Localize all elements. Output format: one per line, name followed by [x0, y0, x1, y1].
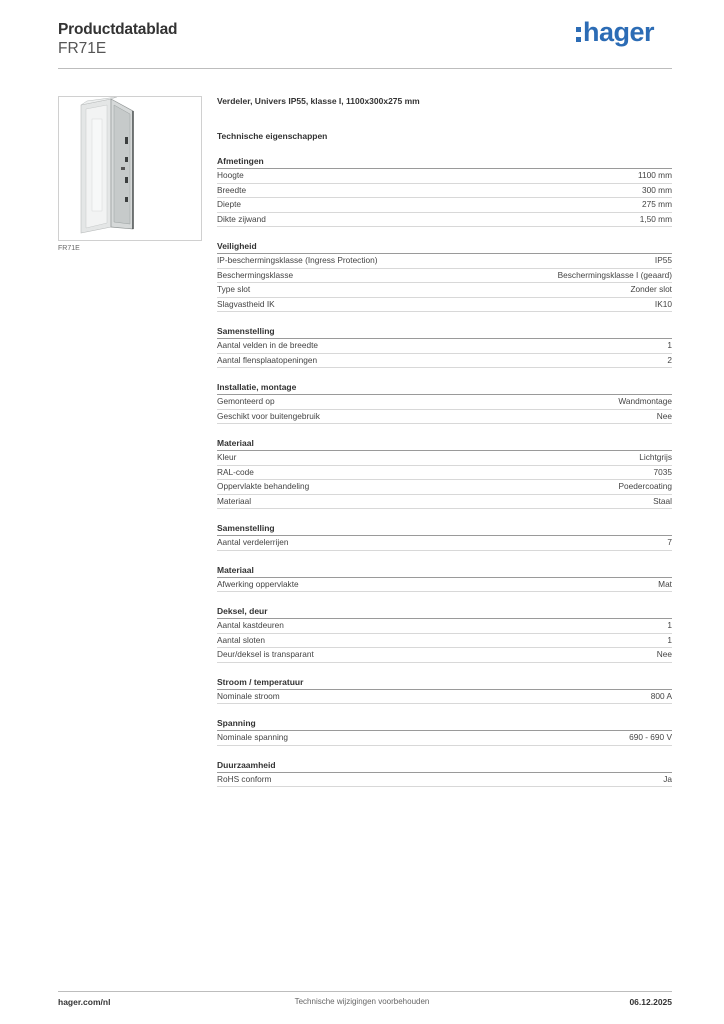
- spec-row: [217, 648, 672, 663]
- spec-section-title: Materiaal: [217, 565, 672, 578]
- spec-label: Aantal verdelerrijen: [217, 537, 289, 547]
- spec-section-title: Afmetingen: [217, 156, 672, 169]
- spec-value: Mat: [658, 578, 672, 589]
- spec-label: Beschermingsklasse: [217, 269, 294, 280]
- spec-row: [217, 254, 672, 269]
- spec-value: Nee: [656, 649, 672, 659]
- spec-section: [217, 760, 672, 788]
- spec-section: [217, 326, 672, 368]
- spec-row: [217, 410, 672, 425]
- spec-row: [217, 731, 672, 746]
- spec-section-title: Spanning: [217, 718, 672, 731]
- spec-section-title: Stroom / temperatuur: [217, 677, 672, 690]
- spec-label: Kleur: [217, 452, 237, 462]
- spec-section: [217, 382, 672, 424]
- spec-section-title: Samenstelling: [217, 523, 672, 536]
- image-caption: FR71E: [58, 245, 80, 252]
- spec-label: Breedte: [217, 184, 247, 195]
- product-code: FR71E: [58, 40, 107, 57]
- spec-value: 800 A: [650, 690, 672, 701]
- spec-value: 275 mm: [642, 199, 672, 209]
- spec-value: 7035: [653, 466, 672, 477]
- spec-section: [217, 438, 672, 509]
- spec-value: 300 mm: [642, 184, 672, 195]
- spec-value: IP55: [654, 255, 672, 265]
- logo-colon-mark: [576, 27, 581, 42]
- spec-row: [217, 354, 672, 369]
- spec-value: IK10: [654, 298, 672, 309]
- spec-row: [217, 339, 672, 354]
- hager-logo: [576, 14, 654, 50]
- spec-section-title: Veiligheid: [217, 241, 672, 254]
- spec-value: Lichtgrijs: [639, 452, 672, 462]
- spec-label: Oppervlakte behandeling: [217, 481, 310, 491]
- spec-row: [217, 198, 672, 213]
- spec-value: Nee: [656, 410, 672, 421]
- spec-label: Gemonteerd op: [217, 396, 275, 406]
- spec-value: Beschermingsklasse I (geaard): [557, 269, 672, 280]
- product-name: Verdeler, Univers IP55, klasse I, 1100x300x275 mm: [217, 96, 420, 106]
- spec-label: Dikte zijwand: [217, 213, 266, 224]
- spec-section: [217, 565, 672, 593]
- spec-value: Zonder slot: [630, 284, 672, 294]
- spec-value: Ja: [663, 773, 672, 784]
- spec-label: Hoogte: [217, 170, 244, 180]
- spec-row: [217, 184, 672, 199]
- spec-section-title: Deksel, deur: [217, 606, 672, 619]
- spec-label: Aantal velden in de breedte: [217, 340, 319, 350]
- spec-label: Aantal sloten: [217, 634, 265, 645]
- footer-disclaimer: Technische wijzigingen voorbehouden: [294, 997, 430, 1006]
- spec-value: 1: [667, 340, 672, 350]
- spec-label: Materiaal: [217, 495, 252, 506]
- spec-value: Poedercoating: [618, 481, 672, 491]
- spec-row: [217, 690, 672, 705]
- header-divider: [58, 68, 672, 69]
- spec-label: Type slot: [217, 284, 251, 294]
- spec-row: [217, 480, 672, 495]
- spec-section-title: Samenstelling: [217, 326, 672, 339]
- spec-label: Afwerking oppervlakte: [217, 578, 299, 589]
- spec-label: Aantal flensplaatopeningen: [217, 354, 318, 365]
- spec-row: [217, 634, 672, 649]
- spec-value: 1100 mm: [638, 170, 672, 180]
- spec-row: [217, 169, 672, 184]
- enclosure-illustration: [59, 97, 201, 240]
- spec-value: 1,50 mm: [639, 213, 672, 224]
- spec-label: IP-beschermingsklasse (Ingress Protection): [217, 255, 378, 265]
- spec-section-title: Installatie, montage: [217, 382, 672, 395]
- spec-value: 2: [667, 354, 672, 365]
- page-header: [58, 21, 177, 58]
- technical-properties-heading: Technische eigenschappen: [217, 131, 328, 141]
- specification-sections: [217, 156, 672, 787]
- spec-value: 1: [667, 620, 672, 630]
- spec-section: [217, 156, 672, 227]
- spec-label: RAL-code: [217, 466, 254, 477]
- spec-label: Diepte: [217, 199, 241, 209]
- spec-row: [217, 536, 672, 551]
- spec-row: [217, 619, 672, 634]
- spec-section-title: Materiaal: [217, 438, 672, 451]
- spec-row: [217, 451, 672, 466]
- spec-value: 7: [667, 537, 672, 547]
- spec-value: 690 - 690 V: [629, 732, 672, 742]
- spec-label: Deur/deksel is transparant: [217, 649, 314, 659]
- spec-section: [217, 677, 672, 705]
- footer-divider: [58, 991, 672, 992]
- spec-label: Nominale spanning: [217, 732, 289, 742]
- spec-value: 1: [667, 634, 672, 645]
- footer-website[interactable]: hager.com/nl: [58, 997, 111, 1007]
- spec-row: [217, 466, 672, 481]
- product-image: [58, 96, 202, 241]
- spec-row: [217, 283, 672, 298]
- spec-section: [217, 523, 672, 551]
- spec-section: [217, 718, 672, 746]
- spec-row: [217, 578, 672, 593]
- spec-row: [217, 495, 672, 510]
- spec-row: [217, 213, 672, 228]
- footer-date: 06.12.2025: [629, 997, 672, 1007]
- spec-section: [217, 241, 672, 312]
- spec-row: [217, 269, 672, 284]
- spec-section: [217, 606, 672, 663]
- logo-text: hager: [582, 16, 654, 47]
- product-details: [217, 96, 672, 787]
- spec-label: RoHS conform: [217, 773, 272, 784]
- spec-row: [217, 298, 672, 313]
- spec-row: [217, 395, 672, 410]
- page-title: Productdatablad: [58, 21, 178, 38]
- spec-row: [217, 773, 672, 788]
- spec-label: Slagvastheid IK: [217, 298, 275, 309]
- spec-label: Aantal kastdeuren: [217, 620, 284, 630]
- spec-section-title: Duurzaamheid: [217, 760, 672, 773]
- spec-value: Staal: [653, 495, 672, 506]
- spec-label: Geschikt voor buitengebruik: [217, 410, 320, 421]
- spec-label: Nominale stroom: [217, 690, 280, 701]
- spec-value: Wandmontage: [618, 396, 672, 406]
